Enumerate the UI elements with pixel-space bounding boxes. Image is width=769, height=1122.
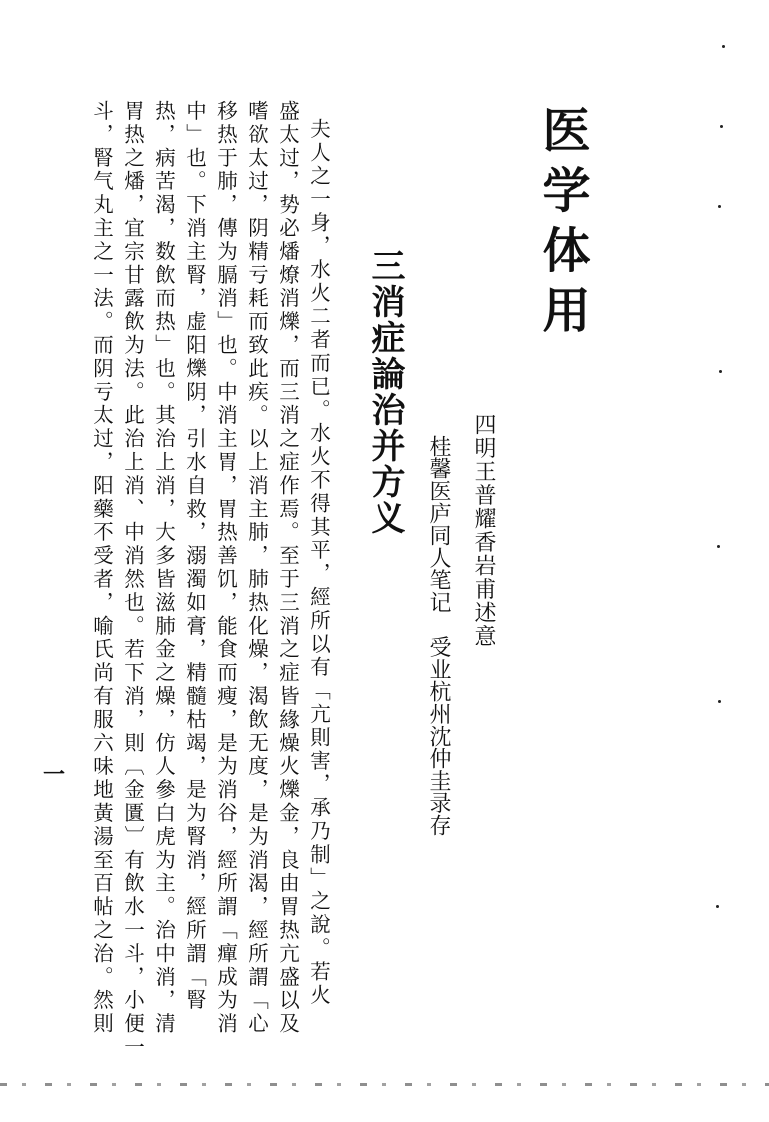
scan-speck bbox=[718, 205, 721, 208]
body-column-1: 夫人之一身，水火二者而已。水火不得其平，經所以有「亢則害，承乃制」之說。若火 bbox=[306, 118, 331, 1008]
scan-speck bbox=[719, 370, 722, 373]
section-title: 三消症論治并方义 bbox=[365, 248, 405, 536]
scan-speck bbox=[717, 545, 720, 548]
body-column-6: 热，病苦渴，数飲而热」也。其治上消，大多皆滋肺金之燥，仿人參白虎为主。治中消，清 bbox=[151, 100, 176, 1036]
body-column-4: 移热于肺，傳为膈消」也。中消主胃，胃热善饥，能食而瘦，是为消谷，經所謂「癉成为消 bbox=[213, 100, 238, 1036]
editor-line: 桂馨医庐同人笔记 受业杭州沈仲圭录存 bbox=[426, 435, 451, 837]
body-column-2: 盛太过，势必燔燎消爍，而三消之症作焉。至于三消之症皆緣燥火爍金，良由胃热亢盛以及 bbox=[275, 100, 300, 1036]
scan-speck bbox=[722, 45, 725, 48]
body-column-3: 嗜欲太过，阴精亏耗而致此疾。以上消主肺，肺热化燥，渴飲无度，是为消渴，經所謂「心 bbox=[244, 100, 269, 1036]
scan-edge-noise bbox=[0, 1083, 769, 1086]
body-column-8: 斗，腎气丸主之一法。而阴亏太过，阳藥不受者，喻氏尚有服六味地黃湯至百帖之治。然則 bbox=[89, 100, 114, 1036]
author-line: 四明王普耀香岩甫述意 bbox=[471, 413, 496, 648]
scan-speck bbox=[716, 905, 719, 908]
scan-speck bbox=[718, 700, 721, 703]
scan-speck bbox=[720, 125, 723, 128]
book-title: 医学体用 bbox=[534, 105, 590, 345]
body-column-5: 中」也。下消主腎，虚阳爍阴，引水自救，溺濁如膏，精髓枯竭，是为腎消，經所謂「腎 bbox=[182, 100, 207, 1013]
body-column-7: 胃热之燔，宜宗甘露飲为法。此治上消、中消然也。若下消，則〔金匱〕有飲水一斗，小便一 bbox=[120, 100, 145, 1060]
page-number: 一 bbox=[43, 762, 66, 788]
